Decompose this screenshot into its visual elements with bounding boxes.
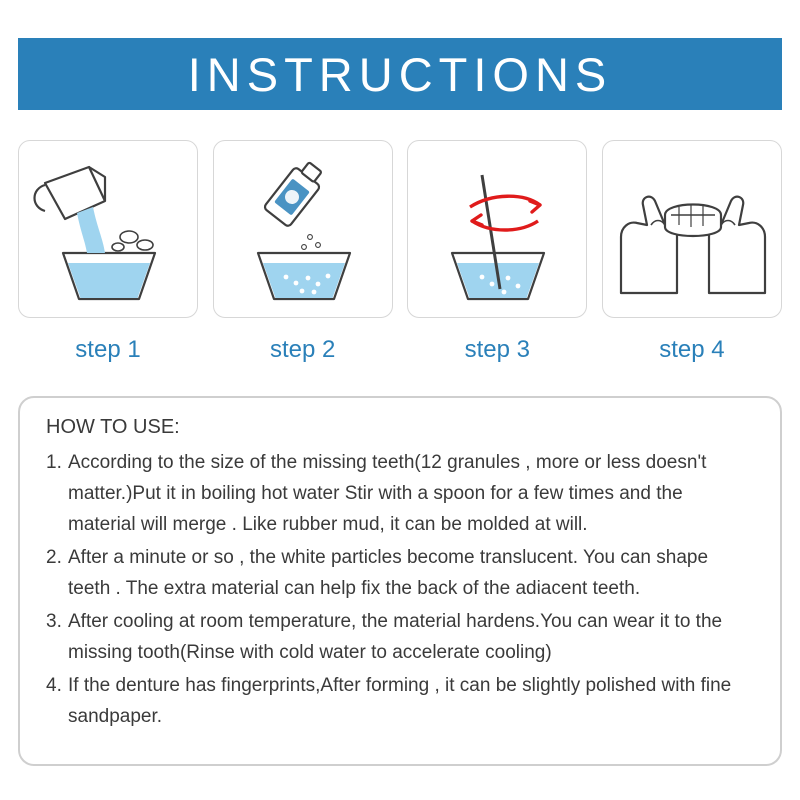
page-title: INSTRUCTIONS bbox=[187, 47, 613, 101]
step-1 bbox=[18, 140, 198, 364]
hands-shaping-denture-icon bbox=[603, 141, 782, 318]
how-to-use-item-text: If the denture has fingerprints,After forming , it can be slightly polished with fine sandpaper. bbox=[68, 675, 732, 727]
bottle-pouring-granules-into-bowl-icon bbox=[214, 141, 393, 318]
how-to-use-item-number: 4. bbox=[46, 675, 62, 696]
steps-row bbox=[18, 140, 782, 364]
how-to-use-title: HOW TO USE: bbox=[46, 416, 180, 438]
how-to-use-item-text: According to the size of the missing teeth(12 granules , more or less doesn't matter.)Put it in boiling hot water Stir with a spoon for a few times and the material will merge . Like rubber mud, it can be molded at will. bbox=[68, 452, 707, 535]
step-2-card bbox=[213, 140, 393, 318]
step-4 bbox=[602, 140, 782, 364]
how-to-use-item-number: 3. bbox=[46, 611, 62, 632]
step-2-label: step 2 bbox=[269, 336, 336, 363]
step-3-card bbox=[407, 140, 587, 318]
step-1-card bbox=[18, 140, 198, 318]
how-to-use-item-text: After a minute or so , the white particles become translucent. You can shape teeth . The extra material can help fix the back of the adiacent teeth. bbox=[68, 547, 709, 599]
header-banner bbox=[18, 38, 782, 110]
stirring-stick-in-bowl-icon bbox=[408, 141, 587, 318]
how-to-use-item-number: 2. bbox=[46, 547, 62, 568]
how-to-use-item bbox=[46, 447, 754, 540]
how-to-use-item bbox=[46, 670, 754, 732]
how-to-use-item bbox=[46, 542, 754, 604]
how-to-use-item-text: After cooling at room temperature, the material hardens.You can wear it to the missing tooth(Rinse with cold water to accelerate cooling) bbox=[68, 611, 723, 663]
how-to-use-item-number: 1. bbox=[46, 452, 62, 473]
how-to-use-panel bbox=[18, 396, 782, 766]
step-4-label: step 4 bbox=[659, 336, 725, 363]
step-2 bbox=[213, 140, 393, 364]
pouring-water-into-bowl-icon bbox=[19, 141, 198, 318]
how-to-use-item bbox=[46, 606, 754, 668]
how-to-use-list bbox=[46, 447, 754, 732]
step-3-label: step 3 bbox=[464, 336, 530, 363]
step-4-card bbox=[602, 140, 782, 318]
step-1-label: step 1 bbox=[75, 336, 141, 363]
step-3 bbox=[407, 140, 587, 364]
